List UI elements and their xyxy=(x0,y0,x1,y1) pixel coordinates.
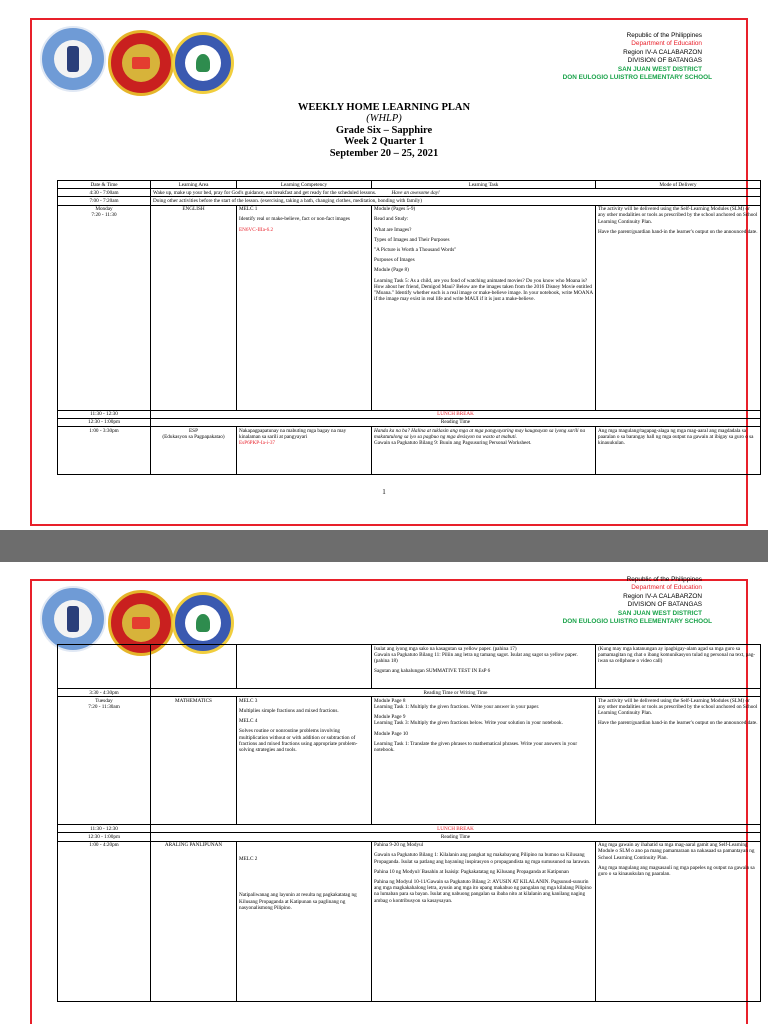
time-cell: Monday 7:20 - 11:30 xyxy=(58,205,151,410)
table-row xyxy=(58,689,761,697)
task-cell xyxy=(372,205,596,410)
learning-area-cell: ARALING PANLIPUNAN xyxy=(151,841,237,1001)
district-line: SAN JUAN WEST DISTRICT xyxy=(617,609,702,617)
table-row xyxy=(58,189,761,197)
title-abbr: (WHLP) xyxy=(366,113,402,125)
title-dates: September 20 – 25, 2021 xyxy=(329,147,439,159)
task-line: Sagutan ang kahalungan SUMMATIVE TEST IN EsP 6 xyxy=(374,668,491,675)
competency-cell xyxy=(237,427,372,475)
task-line: Isulat ang iyong mga sako na kasagutan sa yellow paper. (pahina 17) xyxy=(374,645,517,652)
learning-area-cell: ENGLISH xyxy=(151,205,237,410)
competency-code: EN6VC-IIIa-6.2 xyxy=(239,226,274,233)
melc-label: MELC 3 xyxy=(239,697,258,704)
column-header: Date & Time xyxy=(58,181,151,189)
time-cell: 12:30 - 1:00pm xyxy=(58,833,151,841)
competency-cell xyxy=(237,645,372,689)
lunch-break-cell: LUNCH BREAK xyxy=(151,410,761,418)
time-cell xyxy=(58,645,151,689)
column-header: Learning Area xyxy=(151,181,237,189)
delivery-cell: (Kung may mga katanungan ay ipagbigay-alam agad sa mga guro sa pamamagitan ng chat o ibang komunikasyon tulad ng personal na text, pag-iwan sa cellphone o video call) xyxy=(596,645,761,689)
activity-cell: Doing other activities before the start of the lesson. (exercising, taking a bath, changing clothes, meditation, bonding with family) xyxy=(151,197,761,205)
district-line: SAN JUAN WEST DISTRICT xyxy=(617,65,702,73)
delivery-cell xyxy=(596,841,761,1001)
task-line: Pahina 9-20 ng Modyul xyxy=(374,842,424,849)
table-row xyxy=(58,697,761,825)
table-row xyxy=(58,427,761,475)
region-line: Region IV-A CALABARZON xyxy=(623,48,702,56)
time-cell: 11:30 - 12:30 xyxy=(58,825,151,833)
task-cell xyxy=(372,645,596,689)
task-line: Read and Study: xyxy=(374,216,409,223)
page-number: 1 xyxy=(382,488,386,496)
reading-writing-cell: Reading Time or Writing Time xyxy=(151,689,761,697)
schedule-table-1 xyxy=(57,180,761,475)
task-line: Module (Page 8) xyxy=(374,267,409,274)
table-row xyxy=(58,645,761,689)
division-line: DIVISION OF BATANGAS xyxy=(627,57,702,65)
school-line: DON EULOGIO LUISTRO ELEMENTARY SCHOOL xyxy=(562,618,712,626)
competency-text: Solves routine or nonroutine problems involving multiplication without or with addition or subtraction of fractions and mixed fractions using appropriate problem-solving strategies and tools. xyxy=(239,728,358,753)
competency-cell xyxy=(237,205,372,410)
republic-line: Republic of the Philippines xyxy=(626,576,702,583)
time-cell: 11:30 - 12:30 xyxy=(58,410,151,418)
delivery-text: Ang mga gawain ay ihahatid sa mga mag-aaral gamit ang Self-Learning Module o SLM o ano pa mang pamamaraan na nakasaad sa pamantayan ng School Learning Continuity Plan. xyxy=(598,842,755,861)
column-header: Learning Task xyxy=(372,181,596,189)
title-main: WEEKLY HOME LEARNING PLAN xyxy=(297,102,471,113)
task-line: Types of Images and Their Purposes xyxy=(374,236,450,243)
delivery-text: Have the parent/guardian hand-in the learner's output on the announced date. xyxy=(598,720,758,727)
time-cell: 1:00 - 3:30pm xyxy=(58,427,151,475)
task-line: Learning Task 5: As a child, are you fond of watching animated movies? Do you know who Moana is? How about her friend, Demigod Maui? Below are the images taken from the 2016 Disney Movie entitled "Moana." Identify whether each is a real image or make-believe image. In your notebook, write MOANA if the image may exist in real life and write MAUI if it is just a make-believe. xyxy=(374,277,593,303)
task-line: What are Images? xyxy=(374,226,412,233)
competency-cell xyxy=(237,697,372,825)
task-line: Module Page 8 Learning Task 1: Multiply the given fractions. Write your answer in your paper. xyxy=(374,697,540,710)
competency-text: Natipaliwanag ang layunin at resulta ng pagkakatatag ng Kilusang Propaganda at Katipunan sa paglinang ng nasyonalismong Pilipino. xyxy=(239,892,357,911)
learning-area-cell: MATHEMATICS xyxy=(151,697,237,825)
task-line: Pahina ng Modyul 10-11/Gawain sa Pagkatuto Bilang 2: AYUSIN AT KILALANIN. Pagsunud-sunurin ang mga magkakahalong letra, ayusin ang mga ito upang makabuo ng pangalan ng mga kilalang Pilipino na lumaban para sa bayan. Isulat ang nabuong pangalan sa ibaba nito at kilalanin ang kanilang naging ambag o kontribusyon sa kasaysayan. xyxy=(374,878,592,904)
delivery-cell: Ang mga magulang/tagapag-alaga ng mga mag-aaral ang magdadala sa paaralan o sa barangay hall ng mga output na gawain at ibigay sa guro o sa kinauukulan. xyxy=(596,427,761,475)
activity-cell xyxy=(151,189,761,197)
table-row xyxy=(58,418,761,426)
competency-text: Identify real or make-believe, fact or non-fact images xyxy=(239,216,350,223)
column-header: Learning Competency xyxy=(237,181,372,189)
table-row xyxy=(58,833,761,841)
table-row xyxy=(58,410,761,418)
competency-text: Multiplies simple fractions and mixed fractions. xyxy=(239,707,339,714)
reading-time-cell: Reading Time xyxy=(151,833,761,841)
lunch-break-cell: LUNCH BREAK xyxy=(151,825,761,833)
delivery-text: The activity will be delivered using the Self-Learning Modules (SLM) or any other modalities or tools as prescribed by the school anchored on School Learning Continuity Plan. xyxy=(598,206,758,225)
school-seal-logo xyxy=(172,32,234,94)
time-cell: 3:30 - 4:30pm xyxy=(58,689,151,697)
competency-text: Nakapagpapatunay na mabuting mga bagay na may kinalaman sa sarili at pangyayari xyxy=(239,427,347,440)
task-cell xyxy=(372,697,596,825)
deped-seal-logo xyxy=(40,586,106,652)
school-line: DON EULOGIO LUISTRO ELEMENTARY SCHOOL xyxy=(562,74,712,82)
deped-seal-logo xyxy=(40,26,106,92)
plan-title xyxy=(0,102,768,159)
melc-label: MELC 1 xyxy=(239,206,258,213)
republic-line: Republic of the Philippines xyxy=(626,32,702,39)
delivery-text: Ang mga magulang ang magsasauli ng mga papeles ng output na gawain sa guro o sa kinauukulan ng paaralan. xyxy=(598,864,755,877)
task-cell xyxy=(372,427,596,475)
delivery-text: The activity will be delivered using the Self-Learning Modules (SLM) or any other modalities or tools as prescribed by the school anchored on School Learning Continuity Plan. xyxy=(598,697,758,717)
activity-text: Wake up, make up your bed, pray for God's guidance, eat breakfast and get ready for the scheduled lessons. xyxy=(153,189,377,196)
title-grade: Grade Six – Sapphire xyxy=(335,124,433,136)
time-cell: 1:00 - 4:20pm xyxy=(58,841,151,1001)
time-cell: 7:00 - 7:20am xyxy=(58,197,151,205)
delivery-cell xyxy=(596,205,761,410)
task-line: Gawain sa Pagkatuto Bilang 9: Buuin ang Pagsusuring Personal Worksheet. xyxy=(374,439,532,446)
time-cell: Tuesday 7:20 - 11:30am xyxy=(58,697,151,825)
table-row xyxy=(58,205,761,410)
schedule-table-2 xyxy=(57,644,761,1002)
table-header-row xyxy=(58,181,761,189)
table-row xyxy=(58,841,761,1001)
column-header: Mode of Delivery xyxy=(596,181,761,189)
table-row xyxy=(58,197,761,205)
learning-area-cell xyxy=(151,645,237,689)
department-line: Department of Education xyxy=(631,40,702,48)
task-line: Gawain sa Pagkatuto Bilang 1: Kilalanin ang pangkat ng makabayang Pilipino na bumuo sa Kilusang Propaganda. Isulat sa patlang ang bayaning inspirasyon o propagandista ng mga sumusunod na larawan. xyxy=(374,852,591,865)
school-header xyxy=(562,32,712,82)
task-line: Module (Pages 5-9) xyxy=(374,206,416,213)
task-line: Gawain sa Pagkatuto Bilang 11: Piliin ang letra ng tamang sagot. Isulat ang sagot sa yellow paper. (pahina 18) xyxy=(374,651,578,664)
division-line: DIVISION OF BATANGAS xyxy=(627,601,702,609)
competency-code: EsP6PKP-Ia-i-37 xyxy=(239,439,276,446)
delivery-text: Have the parent/guardian hand-in the learner's output on the announced date. xyxy=(598,228,758,235)
activity-quote: Have an awesome day! xyxy=(391,189,440,196)
learning-area-cell: ESP (Edukasyon sa Pagpapakatao) xyxy=(151,427,237,475)
melc-label: MELC 4 xyxy=(239,718,258,725)
task-line: "A Picture is Worth a Thousand Words" xyxy=(374,246,457,253)
delivery-cell xyxy=(596,697,761,825)
task-cell xyxy=(372,841,596,1001)
school-header xyxy=(562,576,712,626)
region-line: Region IV-A CALABARZON xyxy=(623,592,702,600)
time-cell: 12:30 - 1:00pm xyxy=(58,418,151,426)
table-row xyxy=(58,825,761,833)
task-line: Pahina 10 ng Modyul/ Basahin at Isaisip: Pagkakatatag ng Kilusang Propaganda at Katipunan xyxy=(374,868,569,875)
time-cell: 4:30 - 7:00am xyxy=(58,189,151,197)
document-page-2 xyxy=(0,562,768,1024)
department-line: Department of Education xyxy=(631,584,702,592)
title-week: Week 2 Quarter 1 xyxy=(343,136,424,148)
task-line: Module Page 10 xyxy=(374,730,409,737)
competency-cell xyxy=(237,841,372,1001)
task-line: Purposes of Images xyxy=(374,257,415,264)
task-intro: Handa ka na ba? Halina at tuklasin ang mga at mga pangyayaring may kaugnayan sa iyong sarili na makatutulong sa iyo sa pagbuo ng mga desisyon na wasto at mabuti. xyxy=(374,427,586,440)
task-line: Learning Task 1: Translate the given phrases to mathematical phrases. Write your answers in your notebook. xyxy=(374,740,578,753)
reading-time-cell: Reading Time xyxy=(151,418,761,426)
melc-label: MELC 2 xyxy=(239,856,258,863)
task-line: Module Page 9 Learning Task 3: Multiply the given fractions below. Write your solution in your notebook. xyxy=(374,714,563,727)
division-seal-logo xyxy=(108,30,174,96)
